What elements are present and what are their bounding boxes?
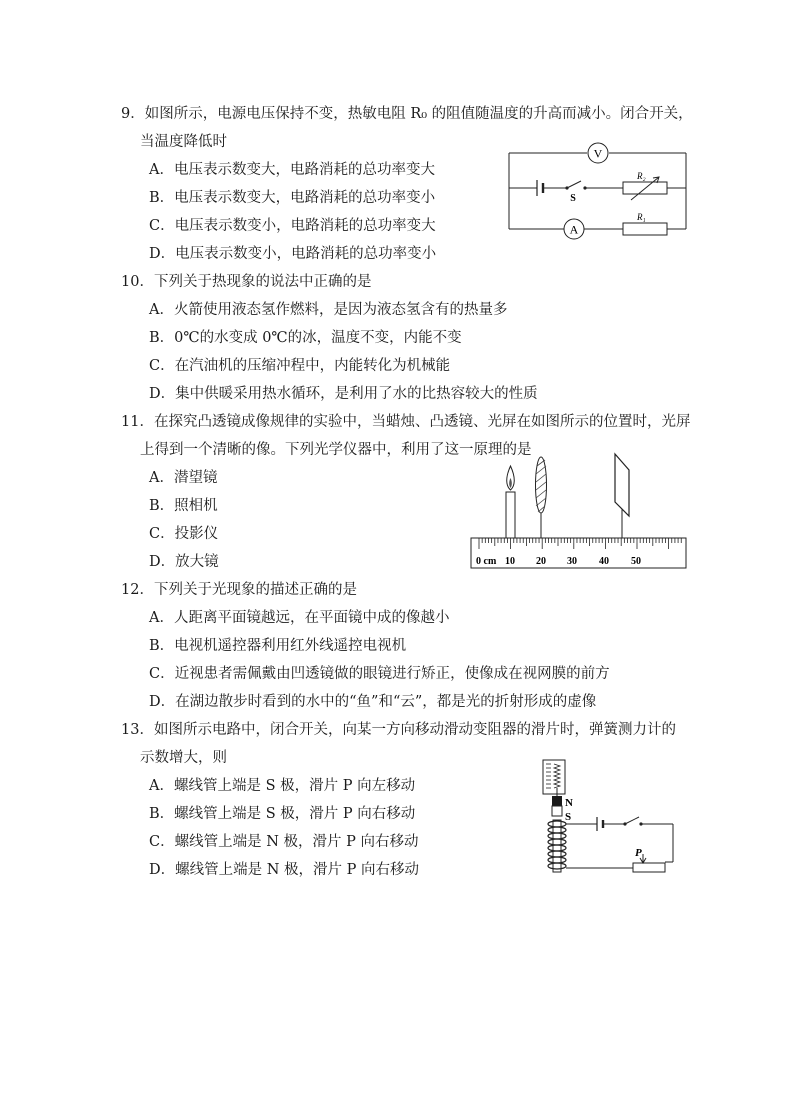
q13-stem: 13．如图所示电路中，闭合开关，向某一方向移动滑动变阻器的滑片时，弹簧测力计的: [121, 722, 676, 738]
q10-option-a: A．火箭使用液态氢作燃料，是因为液态氢含有的热量多: [149, 302, 508, 318]
slider-label: P: [635, 847, 642, 859]
q12-stem: 12．下列关于光现象的描述正确的是: [121, 582, 357, 598]
magnet-south-label: S: [565, 811, 572, 823]
resistor-r1-label: R₁: [637, 212, 646, 222]
q12-option-a: A．人距离平面镜越远，在平面镜中成的像越小: [149, 610, 450, 626]
q13-option-c: C．螺线管上端是 N 极，滑片 P 向右移动: [149, 834, 419, 850]
light-screen: [615, 454, 629, 516]
magnet-north-half: [552, 796, 562, 806]
magnet-south-half: [552, 806, 562, 816]
q11-stem-cont: 上得到一个清晰的像。下列光学仪器中，利用了这一原理的是: [140, 442, 532, 458]
q11-option-a: A．潜望镜: [149, 470, 218, 486]
magnet-north-label: N: [565, 797, 573, 809]
q9-option-d: D．电压表示数变小，电路消耗的总功率变小: [149, 246, 437, 262]
q12-option-c: C．近视患者需佩戴由凹透镜做的眼镜进行矫正，使像成在视网膜的前方: [149, 666, 610, 682]
switch-label: S: [570, 193, 576, 204]
q11-option-b: B．照相机: [149, 498, 218, 514]
q11-option-d: D．放大镜: [149, 554, 219, 570]
q9-option-c: C．电压表示数变小，电路消耗的总功率变大: [149, 218, 436, 234]
candle: [506, 492, 515, 538]
voltmeter-label: V: [593, 146, 603, 161]
rheostat: [633, 863, 665, 872]
q12-option-b: B．电视机遥控器利用红外线遥控电视机: [149, 638, 407, 654]
q9-stem: 9．如图所示，电源电压保持不变，热敏电阻 R₀ 的阻值随温度的升高而减小。闭合开关，: [121, 106, 693, 122]
ruler: [471, 538, 686, 568]
q13-stem-cont: 示数增大，则: [140, 750, 227, 766]
ruler-label-40: 40: [599, 556, 609, 567]
q9-circuit-diagram: [505, 141, 690, 243]
q10-stem: 10．下列关于热现象的说法中正确的是: [121, 274, 372, 290]
resistor-r2-label: R₂: [637, 171, 646, 181]
q13-option-d: D．螺线管上端是 N 极，滑片 P 向右移动: [149, 862, 420, 878]
q13-option-a: A．螺线管上端是 S 极，滑片 P 向左移动: [149, 778, 416, 794]
q11-optical-bench: [470, 452, 688, 572]
ruler-label-20: 20: [536, 556, 546, 567]
q10-option-b: B．0℃的水变成 0℃的冰，温度不变，内能不变: [149, 330, 462, 346]
q10-option-d: D．集中供暖采用热水循环，是利用了水的比热容较大的性质: [149, 386, 538, 402]
iron-core: [553, 820, 561, 872]
q11-stem: 11．在探究凸透镜成像规律的实验中，当蜡烛、凸透镜、光屏在如图所示的位置时，光屏: [121, 414, 691, 430]
q9-stem-cont: 当温度降低时: [140, 134, 227, 150]
q9-option-b: B．电压表示数变大，电路消耗的总功率变小: [149, 190, 436, 206]
q9-option-a: A．电压表示数变大，电路消耗的总功率变大: [149, 162, 435, 178]
ruler-label-50: 50: [631, 556, 641, 567]
ruler-label-0: 0 cm: [476, 556, 497, 567]
q10-option-c: C．在汽油机的压缩冲程中，内能转化为机械能: [149, 358, 451, 374]
q13-option-b: B．螺线管上端是 S 极，滑片 P 向右移动: [149, 806, 416, 822]
ammeter-label: A: [569, 222, 579, 237]
q13-electromagnet-circuit: [535, 758, 685, 878]
ruler-label-30: 30: [567, 556, 577, 567]
ruler-label-10: 10: [505, 556, 515, 567]
spring-scale: [543, 760, 565, 794]
q11-option-c: C．投影仪: [149, 526, 219, 542]
q12-option-d: D．在湖边散步时看到的水中的“鱼”和“云”，都是光的折射形成的虚像: [149, 694, 597, 710]
